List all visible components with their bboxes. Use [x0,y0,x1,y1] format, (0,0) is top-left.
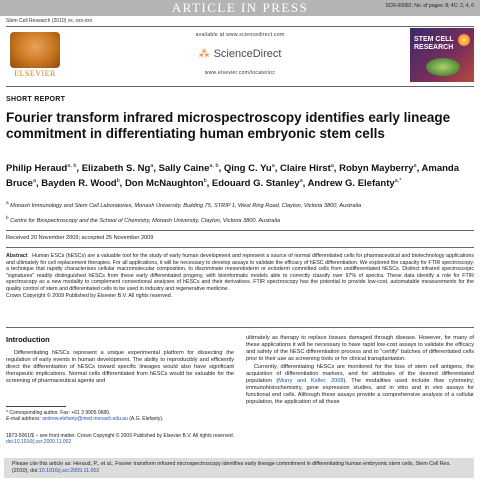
footnote-rule [6,406,66,407]
header-rule-bottom [6,86,474,87]
cite-box-text: Please cite this article as: Heraud, P., et al., Fourier transform infrared microspectroscopy identifies early lineage commitment in differentiating human embryonic stem cells, Stem Cell Res. (2010), doi: [12,461,451,474]
article-title: Fourier transform infrared microspectroscopy identifies early lineage commitment in differentiating human embryonic stem cells [6,110,451,141]
author-affiliation-marker: a [271,163,275,169]
author-name: Andrew G. Elefanty [307,178,395,190]
introduction-heading: Introduction [6,335,50,344]
elsevier-logo [6,32,64,78]
author-name: Amanda Bruce [6,163,459,190]
intro-right-paragraph-2 [246,364,474,406]
author-name: Claire Hirst [280,163,331,175]
abstract [6,253,474,299]
citation-link[interactable]: Murry and Keller, 2008 [278,378,344,384]
abstract-copyright: Crown Copyright © 2009 Published by Elsevier B.V. All rights reserved. [6,292,173,299]
author-affiliation-marker: a, b [209,163,219,169]
received-accepted-dates: Received 20 November 2009; accepted 25 November 2009 [6,235,154,241]
elsevier-wordmark: ELSEVIER [14,69,56,78]
author-affiliation-marker: b [203,178,207,185]
author-name: Qing C. Yu [223,163,272,175]
corresponding-author-fax: * Corresponding author. Fax: +61 3 9905 0680. [6,410,111,416]
affiliation-a-marker: a [6,200,9,205]
author-name: Sally Caine [158,163,210,175]
intro-right-paragraph-1: ultimately as therapy to replace tissues damaged through disease. However, for many of these applications it will be necessary to have rapid low-cost assays to validate the efficacy and safety of the hESC differentiation process and to "certify" batches of differentiated cells prior to their use as screening tools or for clinical transplantation. [246,335,474,362]
author-name: Elizabeth S. Ng [81,163,151,175]
abstract-rule-bottom [6,327,474,328]
elsevier-tree-icon [10,32,60,68]
affiliation-a [6,199,474,210]
author-affiliation-marker: a, b [67,163,77,169]
intro-left-paragraph: Differentiating hESCs represent a unique experimental platform for dissecting the regulation of early events in human development. The ability to reproducibly and efficiently direct the differentiation of hESCs toward specific lineages would also have significant therapeutic implications. Normal cells differentiated from hESCs would be valuable for the screening of pharmaceutical agents and [6,350,234,384]
front-matter-line [6,433,474,445]
author-name: Edouard G. Stanley [211,178,300,190]
available-at-text: available at www.sciencedirect.com [195,32,285,38]
intro-left-column [6,350,234,386]
header-rule-top [6,26,474,27]
sciencedirect-dots-icon: ⁂ [198,47,210,60]
author-affiliation-marker: a [150,163,154,169]
author-affiliation-marker: a [330,163,334,169]
affiliation-a-text: Monash Immunology and Stem Cell Laboratories, Monash University, Building 75, STRIP 1, West Ring Road, Clayton, Victoria 3800, Australia [10,202,362,209]
issn-copyright: 1873-5061/$ – see front matter. Crown Copyright © 2009 Published by Elsevier B.V. All rights reserved. [6,433,235,439]
journal-url[interactable]: www.elsevier.com/locate/scr [204,70,276,76]
author-name: Bayden R. Wood [41,178,117,190]
abstract-label: Abstract [6,253,28,259]
author-affiliation-marker: b [116,178,120,185]
email-owner: (A.G. Elefanty). [129,416,164,422]
affiliation-b-text: Centre for Biospectroscopy and the School of Chemistry, Monash University, Clayton, Victoria 3800, Australia [10,217,281,224]
journal-line: Stem Cell Research (2010) xx, xxx-xxx [6,18,93,24]
author-name: Don McNaughton [124,178,204,190]
intro-right-paragraph-2-end: ). The modalities used include flow cytometry, immunohistochemistry, gene expression studies, and in vitro and in vivo assays for functional end cells. Although these assays provide a comprehensive analysis of a cellular population, the application of all these [246,378,474,405]
journal-header [120,32,360,76]
cite-box-doi-link[interactable]: 10.1016/j.scr.2009.11.002 [38,467,100,474]
journal-cover [410,28,474,82]
intro-right-paragraph-2-start: Currently, differentiating hESCs are monitored for the loss of stem cell antigens, the acquisition of differentiation markers, and for attributes of the desired differentiated population ( [246,364,474,384]
corresponding-author-email-line [6,416,234,422]
affiliation-b-marker: b [6,215,9,220]
email-link[interactable]: andrew.elefanty@med.monash.edu.au [42,416,128,422]
banner-ref: SCR-00082; No. of pages: 8; 4C: 2, 4, 6 [385,3,474,9]
author-affiliation-marker: a [32,178,36,185]
doi-link[interactable]: doi:10.1016/j.scr.2009.11.002 [6,439,72,445]
article-type: SHORT REPORT [6,96,66,103]
author-name: Philip Heraud [6,163,68,175]
affiliation-b [6,214,474,225]
author-list: Philip Heraud$^{a, b}$, Elizabeth S. Ng$^a$, Sally Caine$^{a, b}$, Qing C. Yu$^a$, Claire Hirst$^a$, Robyn Mayberry$^a$, Amanda Bruce$^a$, Bayden R. Wood$^b$, Don McNaughton$^b$, Edouard G. Stanley$^a$, Andrew G. Elefanty$^{a,*}$ [6,163,459,190]
author-affiliation-marker: a,* [394,178,402,185]
email-label: E-mail address: [6,416,41,422]
author-affiliation-marker: a [413,163,417,169]
sciencedirect-logo [175,44,305,64]
author-name: Robyn Mayberry [339,163,414,175]
intro-right-column [246,335,474,407]
cover-cell-image [426,58,460,76]
dates-rule [6,230,474,231]
abstract-text: Human ESCs (hESCs) are a valuable tool for the study of early human development and represent a source of normal differentiated cells for pharmaceutical and biotechnology applications and ultimately for cell replacement therapies. For all applications, it will be necessary to develop assays to validate the efficacy of hESC differentiation. We explored the capacity for FTIR spectroscopy, a technique that rapidly characterises cellular macromolecular composition, to discriminate mesendoderm or ectoderm committed cells from undifferentiated hESCs. Distinct infrared spectroscopic "signatures" readily distinguished hESCs from these early differentiated progeny, with bioinformatic models able to correctly classify over 97% of spectra. These data identify a role for FTIR spectroscopy as a new modality to complement conventional analyses of hESCs and their derivatives. FTIR spectroscopy has the potential to provide low-cost, automatable measurements for the quality control of stem and differentiated cells to be used in industry and regenerative medicine. [6,253,474,292]
corresponding-author-footnote [6,410,234,422]
banner-title: ARTICLE IN PRESS [171,0,309,15]
abstract-rule-top [6,247,474,248]
article-in-press-banner [0,0,480,16]
sciencedirect-wordmark: ScienceDirect [213,48,282,60]
cite-this-article-box [4,458,474,478]
cover-title: STEM CELL RESEARCH [414,36,454,51]
author-affiliation-marker: a [299,178,303,185]
